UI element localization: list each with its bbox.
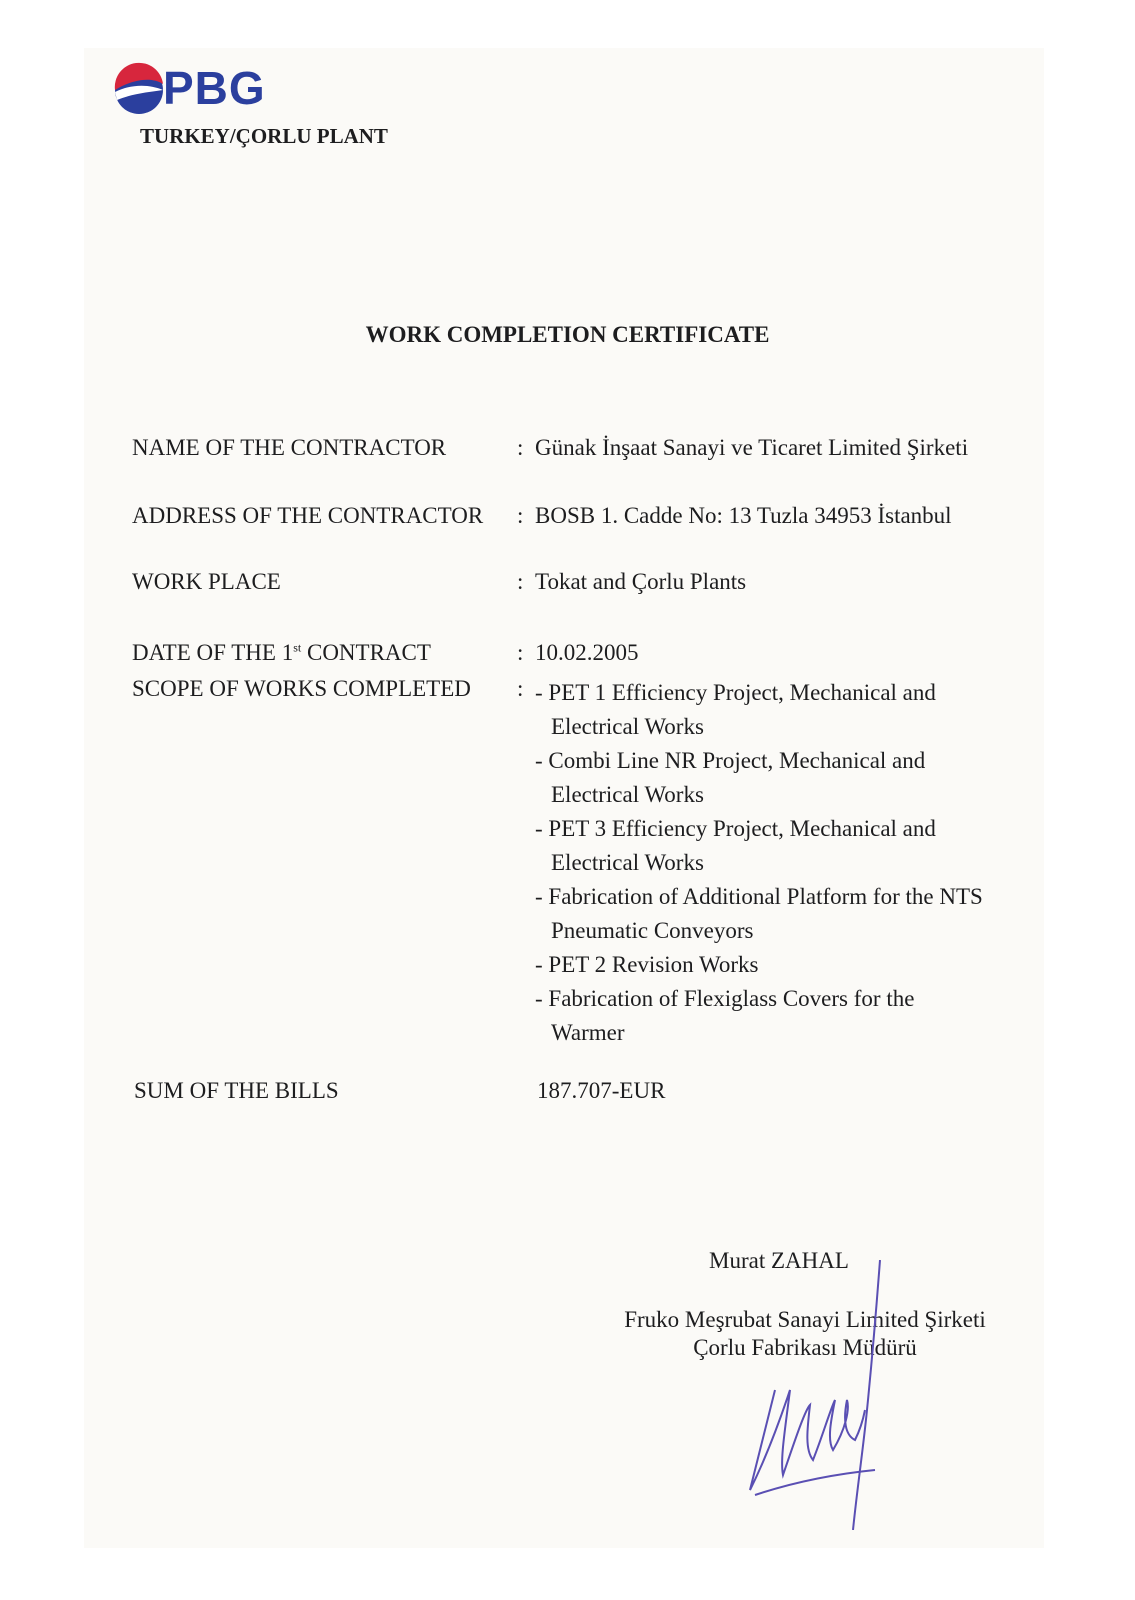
contractor-address-label: ADDRESS OF THE CONTRACTOR [132,503,484,528]
work-place-value: Tokat and Çorlu Plants [535,569,747,594]
scope-list [535,676,991,1050]
signatory-company: Fruko Meşrubat Sanayi Limited Şirketi [624,1307,986,1332]
logo-text: PBG [163,62,266,114]
contractor-name-colon: : [517,435,524,460]
contract-date-label-post: CONTRACT [301,640,431,665]
contract-date-label-pre: DATE OF THE 1 [132,640,294,665]
scope-label: SCOPE OF WORKS COMPLETED [132,676,471,701]
work-place-label: WORK PLACE [132,569,281,594]
signatory-name: Murat ZAHAL [709,1248,849,1273]
scope-item: - PET 1 Efficiency Project, Mechanical and Electrical Works [535,680,936,739]
contractor-address-value: BOSB 1. Cadde No: 13 Tuzla 34953 İstanbul [535,503,952,528]
contractor-address-colon: : [517,503,524,528]
sum-value: 187.707-EUR [537,1078,666,1103]
contract-date-label [132,640,431,666]
contract-date-label-sup: st [293,640,302,655]
scope-colon: : [517,676,524,701]
handwritten-signature-icon [735,1260,895,1530]
scope-item: - PET 3 Efficiency Project, Mechanical and Electrical Works [535,816,936,875]
scope-item: - Fabrication of Flexiglass Covers for the Warmer [535,986,915,1045]
contract-date-colon: : [517,640,524,665]
work-place-colon: : [517,569,524,594]
contract-date-value: 10.02.2005 [535,640,639,665]
scope-item: - PET 2 Revision Works [535,952,759,977]
document-title: WORK COMPLETION CERTIFICATE [365,322,770,347]
signatory-position: Çorlu Fabrikası Müdürü [693,1335,917,1360]
plant-name: TURKEY/ÇORLU PLANT [140,124,388,148]
scope-item: - Combi Line NR Project, Mechanical and Electrical Works [535,748,926,807]
contractor-name-value: Günak İnşaat Sanayi ve Ticaret Limited Şirketi [535,435,969,460]
contractor-name-label: NAME OF THE CONTRACTOR [132,435,447,460]
scope-item: - Fabrication of Additional Platform for the NTS Pneumatic Conveyors [535,884,983,943]
sum-label: SUM OF THE BILLS [134,1078,339,1103]
